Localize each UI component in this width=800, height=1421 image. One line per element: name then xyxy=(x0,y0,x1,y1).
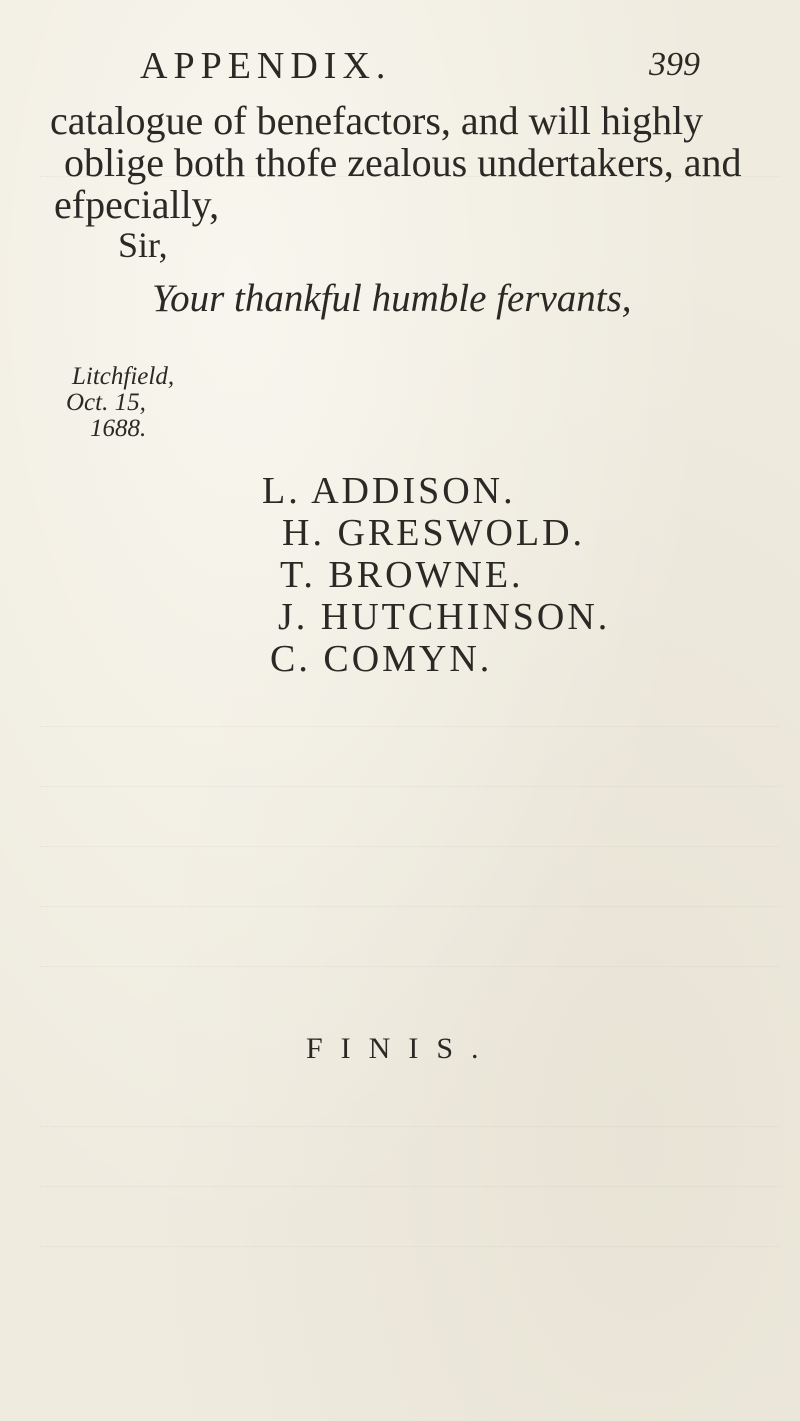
dateline-year: 1688. xyxy=(90,415,147,442)
signature-list xyxy=(0,470,800,680)
bleed-through-line xyxy=(40,880,780,907)
body-line: catalogue of benefactors, and will highly xyxy=(50,98,704,143)
signature: L. ADDISON. xyxy=(262,470,516,512)
signature: T. BROWNE. xyxy=(280,554,524,596)
bleed-through-line xyxy=(40,820,780,847)
bleed-through-line xyxy=(40,1220,780,1247)
bleed-through-line xyxy=(40,700,780,727)
bleed-through-line xyxy=(40,940,780,967)
closing-line: Your thankful humble fervants, xyxy=(152,277,632,320)
bleed-through-line xyxy=(40,1100,780,1127)
bleed-through-line xyxy=(40,1160,780,1187)
letter-body xyxy=(50,100,770,226)
dateline xyxy=(66,364,174,442)
finis-mark: FINIS. xyxy=(306,1032,497,1065)
body-line: oblige both thofe zealous undertakers, and xyxy=(64,140,742,185)
page-header xyxy=(140,44,700,94)
salutation: Sir, xyxy=(118,225,168,265)
dateline-place: Litchfield, xyxy=(72,363,175,390)
signature: J. HUTCHINSON. xyxy=(278,596,611,638)
body-line: efpecially, xyxy=(54,182,220,227)
running-head: APPENDIX. xyxy=(140,45,392,87)
signature: C. COMYN. xyxy=(270,638,493,680)
bleed-through-line xyxy=(40,760,780,787)
dateline-date: Oct. 15, xyxy=(66,389,146,416)
page-number: 399 xyxy=(649,46,700,83)
signature: H. GRESWOLD. xyxy=(282,512,586,554)
